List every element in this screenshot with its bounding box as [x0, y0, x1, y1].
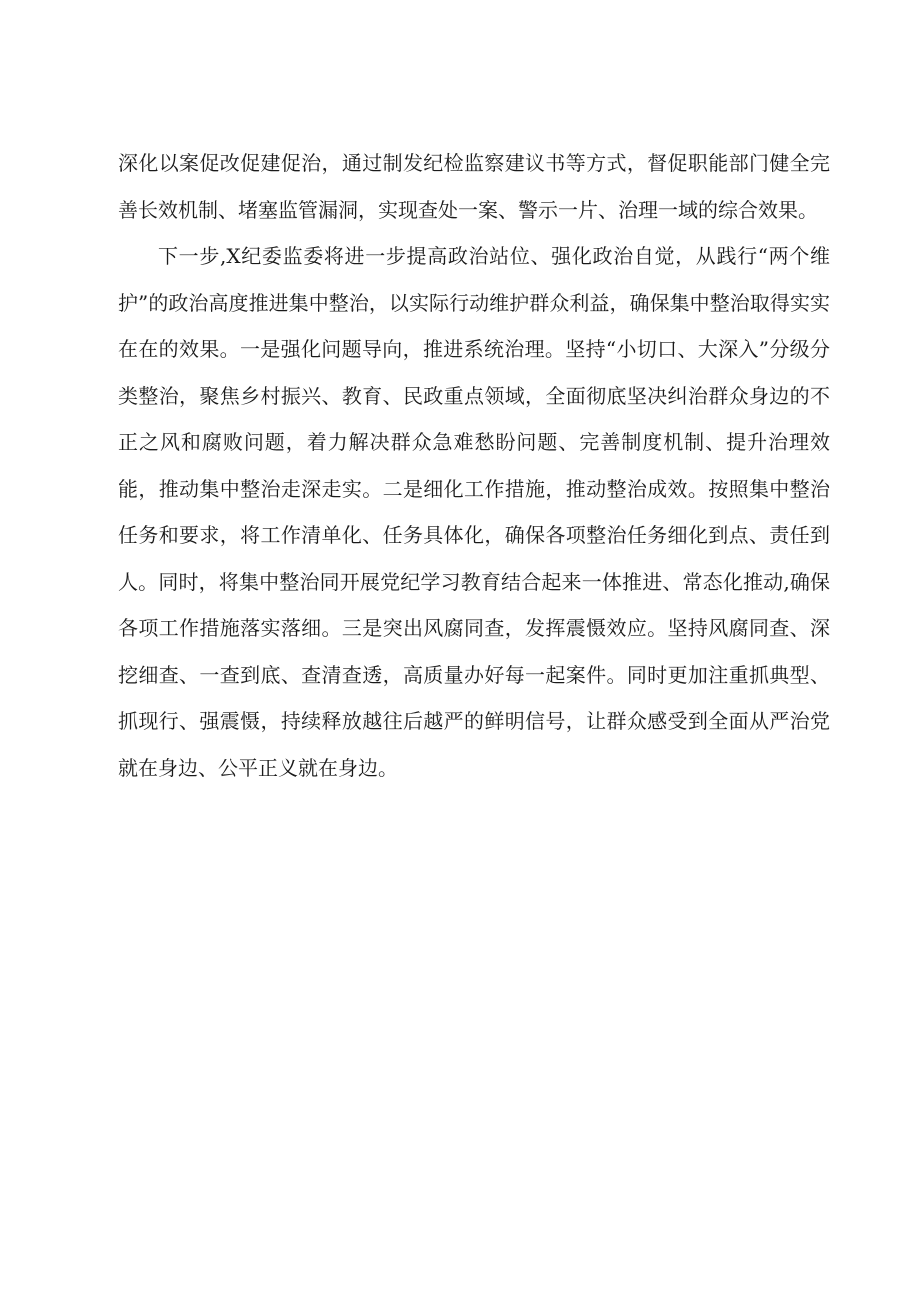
- paragraph-2: 下一步,X纪委监委将进一步提高政治站位、强化政治自觉，从践行“两个维护”的政治高度推进集中整治，以实际行动维护群众利益，确保集中整治取得实实在在的效果。一是强化问题导向，推进系统治理。坚持“小切口、大深入”分级分类整治，聚焦乡村振兴、教育、民政重点领域，全面彻底坚决纠治群众身边的不正之风和腐败问题，着力解决群众急难愁盼问题、完善制度机制、提升治理效能，推动集中整治走深走实。二是细化工作措施，推动整治成效。按照集中整治任务和要求，将工作清单化、任务具体化，确保各项整治任务细化到点、责任到人。同时，将集中整治同开展党纪学习教育结合起来一体推进、常态化推动,确保各项工作措施落实落细。三是突出风腐同查，发挥震慑效应。坚持风腐同查、深挖细查、一查到底、查清查透，高质量办好每一起案件。同时更加注重抓典型、抓现行、强震慑，持续释放越往后越严的鲜明信号，让群众感受到全面从严治党就在身边、公平正义就在身边。: [118, 244, 830, 780]
- paragraph-1: 深化以案促改促建促治，通过制发纪检监察建议书等方式，督促职能部门健全完善长效机制、堵塞监管漏洞，实现查处一案、警示一片、治理一域的综合效果。: [118, 151, 830, 222]
- document-body: [118, 140, 830, 791]
